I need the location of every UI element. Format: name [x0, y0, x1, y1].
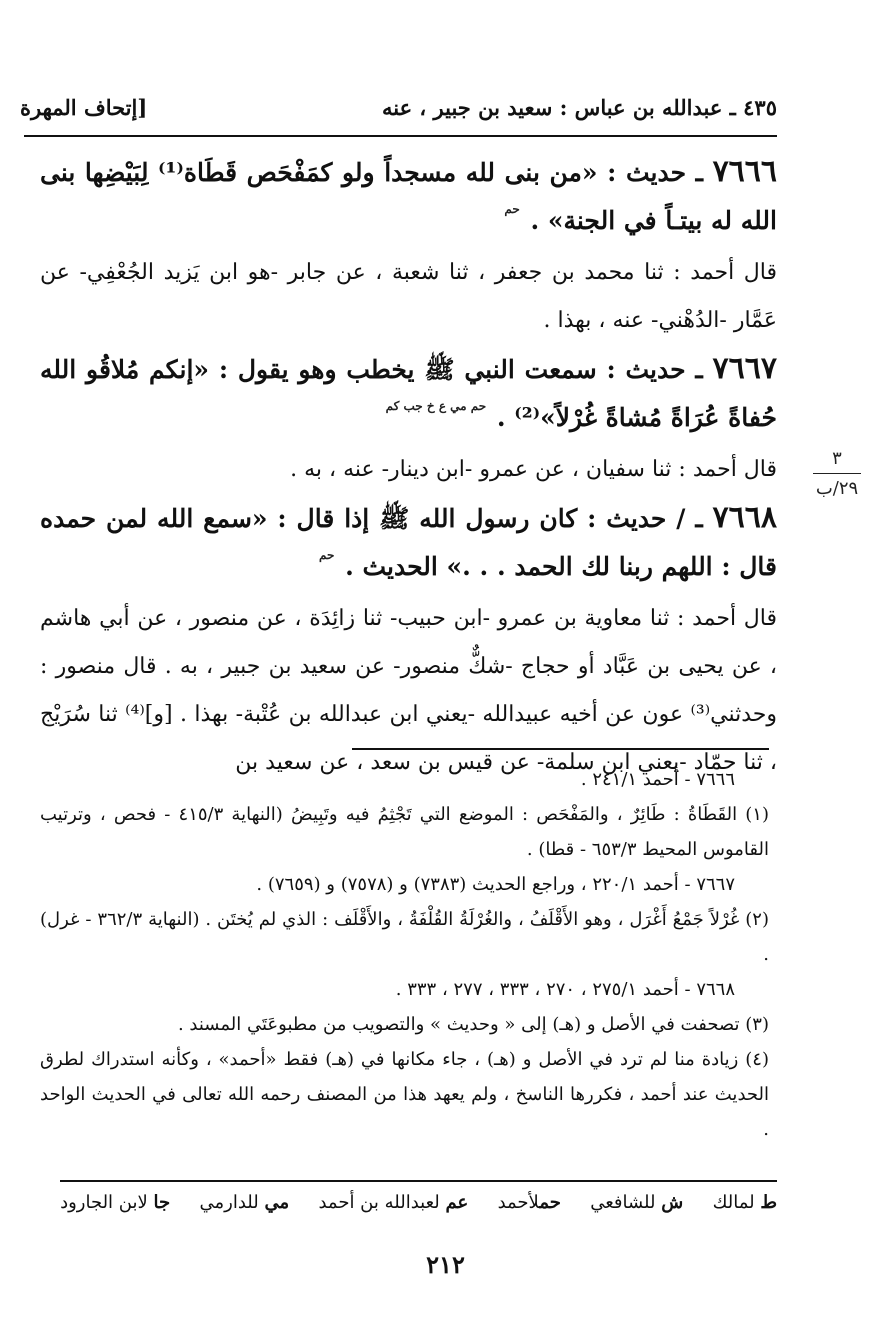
hadith-text: ـ / حديث : كان رسول الله ﷺ إذا قال : «سمع الله لمن حمده قال : اللهم ربنا لك الحمد . . .» الحديث .	[40, 504, 777, 581]
margin-folio-bottom: ٢٩/ب	[815, 478, 859, 499]
page-header	[20, 92, 777, 122]
margin-folio-line	[813, 473, 861, 474]
footnotes	[40, 762, 769, 1147]
legend-rule	[60, 1180, 777, 1182]
legend-item: حملأحمد	[497, 1192, 561, 1213]
footnote-note: (٢) غُرْلاً جَمْعُ أَغْرَل ، وهو الأَقْلَفُ ، والغُرْلَةُ القُلْفَةُ ، والأَقْلَف : الذي لم يُختَن . (النهاية ٣٦٢/٣ - غرل) .	[40, 909, 769, 965]
legend-item: ط لمالك	[712, 1192, 777, 1213]
source-sigla: حم	[318, 548, 335, 562]
hadith-number: ٧٦٦٧	[712, 351, 777, 386]
legend-item: مي للدارمي	[199, 1192, 290, 1213]
legend-item: جا لابن الجارود	[60, 1192, 171, 1213]
footnote-note: (١) القَطَاةُ : طَائِرٌ ، والمَفْحَص : الموضع التي تَجْثِمُ فيه وتَبِيضُ (النهاية ٤١٥/٣ - فحص ، وترتيب القاموس المحيط ٦٥٣/٣ - قطا) .	[40, 804, 769, 860]
hadith-text: ـ حديث : «من بنى لله مسجداً ولو كمَفْحَص قَطَاة⁽¹⁾ لِبَيْضِها بنى الله له بيتـاً في الجنة» .	[40, 158, 777, 235]
footnote-note: (٣) تصحفت في الأصل و (هـ) إلى « وحديث » والتصويب من مطبوعَتَي المسند .	[177, 1014, 769, 1035]
footnote-rule	[352, 748, 769, 750]
legend-item: ش للشافعي	[590, 1192, 684, 1213]
main-text	[40, 148, 777, 787]
footnote-note: (٤) زيادة منا لم ترد في الأصل و (هـ) ، جاء مكانها في (هـ) فقط «أحمد» ، وكأنه استدراك لطرق الحديث عند أحمد ، فكررها الناسخ ، ولم يعهد هذا من المصنف رحمه الله تعالى في الحديث الواحد .	[40, 1049, 769, 1140]
isnad-7668: قال أحمد : ثنا معاوية بن عمرو -ابن حبيب- ثنا زائِدَة ، عن منصور ، عن أبي هاشم ، عن يحيى بن عَبَّاد أو حجاج -شكٌّ منصور- عن سعيد بن جبير ، به . قال منصور : وحدثني⁽³⁾ عون عن أخيه عبيدالله -يعني ابن عبدالله بن عُتْبة- بهذا . [و]⁽⁴⁾ ثنا سُرَيْج ، ثنا حمّاد -يعني ابن سلمة- عن قيس بن سعد ، عن سعيد بن	[40, 606, 777, 775]
margin-folio-top: ٣	[832, 448, 842, 469]
margin-folio-note	[807, 448, 867, 499]
isnad-7666: قال أحمد : ثنا محمد بن جعفر ، ثنا شعبة ، عن جابر -هو ابن يَزيد الجُعْفِي- عن عَمَّار -الدُهْني- عنه ، بهذا .	[40, 260, 777, 333]
footnote-ref: ٧٦٦٨ - أحمد ٢٧٥/١ ، ٢٧٠ ، ٣٣٣ ، ٢٧٧ ، ٣٣٣ .	[395, 979, 735, 1000]
page-number: ٢١٢	[426, 1250, 465, 1279]
legend-item: عم لعبدالله بن أحمد	[318, 1192, 469, 1213]
book-title: [إتحاف المهرة	[20, 94, 148, 120]
footnote-ref: ٧٦٦٧ - أحمد ٢٢٠/١ ، وراجع الحديث (٧٣٨٣) و (٧٥٧٨) و (٧٦٥٩) .	[256, 874, 735, 895]
source-sigla: حم مي ع خ جب كم	[385, 399, 487, 413]
source-sigla: حم	[504, 202, 520, 216]
hadith-text: ـ حديث : سمعت النبي ﷺ يخطب وهو يقول : «إنكم مُلاقُو الله حُفاةً عُرَاةً مُشاةً غُرْلاً»⁽²⁾ .	[40, 355, 777, 432]
hadith-7666	[40, 148, 777, 249]
hadith-number: ٧٦٦٦	[712, 154, 778, 189]
hadith-7667	[40, 345, 777, 446]
running-title: ٤٣٥ ـ عبدالله بن عباس : سعيد بن جبير ، عنه	[382, 94, 777, 120]
hadith-7668	[40, 494, 777, 595]
footnote-ref: ٧٦٦٦ - أحمد ٢٤١/١ .	[580, 769, 735, 790]
sigla-legend	[60, 1192, 777, 1213]
header-rule	[24, 135, 777, 137]
hadith-number: ٧٦٦٨	[712, 500, 777, 535]
isnad-7667: قال أحمد : ثنا سفيان ، عن عمرو -ابن دينار- عنه ، به .	[290, 457, 777, 482]
